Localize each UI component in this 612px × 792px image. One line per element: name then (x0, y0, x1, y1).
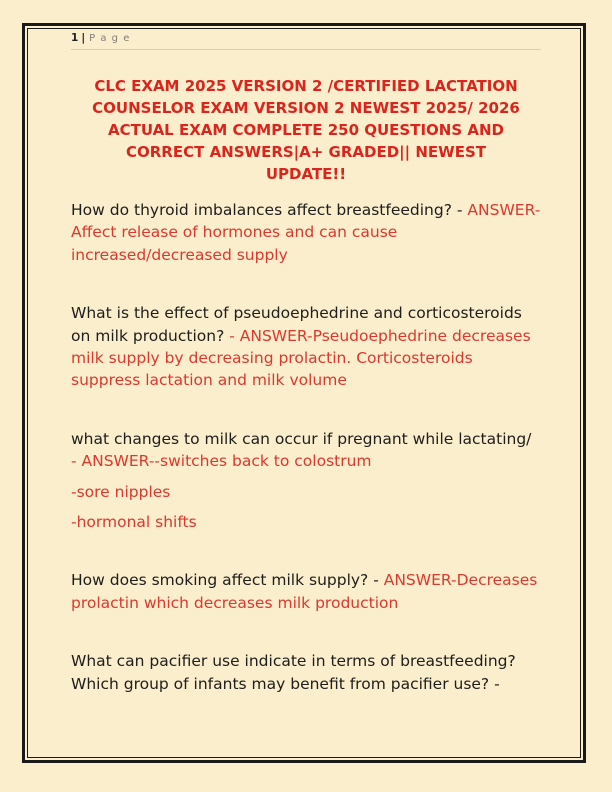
title-line: CLC EXAM 2025 VERSION 2 /CERTIFIED LACTATION (94, 77, 518, 95)
qa-paragraph (71, 650, 541, 695)
page-header (71, 32, 541, 50)
page-border-frame (22, 23, 586, 763)
question-text: How do thyroid imbalances affect breastfeeding? - (71, 201, 468, 219)
qa-paragraph (71, 302, 541, 392)
title-line: COUNSELOR EXAM VERSION 2 NEWEST 2025/ 2026 (92, 99, 520, 117)
qa-paragraph (71, 481, 541, 503)
question-text: what changes to milk can occur if pregnant while lactating/ (71, 429, 532, 448)
answer-text: ANSWER-Decreases prolactin which decreases milk production (71, 571, 538, 612)
page-number: 1 (71, 32, 79, 44)
question-text: What can pacifier use indicate in terms of breastfeeding? Which group of infants may benefit from pacifier use? - (71, 652, 516, 693)
qa-body (71, 199, 541, 695)
qa-paragraph (71, 511, 541, 533)
answer-text: - ANSWER-Pseudoephedrine decreases milk supply by decreasing prolactin. Corticosteroids suppress lactation and milk volume (71, 326, 531, 390)
page-border-inner-line (27, 28, 581, 758)
answer-text: -sore nipples (71, 482, 171, 501)
answer-text: ANSWER-Affect release of hormones and can cause increased/decreased supply (71, 201, 541, 264)
page-content (28, 29, 580, 757)
question-text: How does smoking affect milk supply? - (71, 571, 384, 590)
question-text: What is the effect of pseudoephedrine and corticosteroids on milk production? (71, 304, 522, 345)
answer-text: -hormonal shifts (71, 513, 197, 532)
page-number-separator: | (81, 32, 86, 44)
document-title (71, 75, 541, 185)
qa-paragraph (71, 199, 541, 266)
qa-paragraph (71, 569, 541, 614)
title-line: ACTUAL EXAM COMPLETE 250 QUESTIONS AND (108, 121, 504, 139)
page-header-label: P a g e (89, 33, 131, 44)
qa-paragraph (71, 428, 541, 473)
answer-text: - ANSWER--switches back to colostrum (71, 452, 372, 471)
title-line: CORRECT ANSWERS|A+ GRADED|| NEWEST (126, 143, 486, 161)
title-line: UPDATE!! (265, 165, 347, 183)
